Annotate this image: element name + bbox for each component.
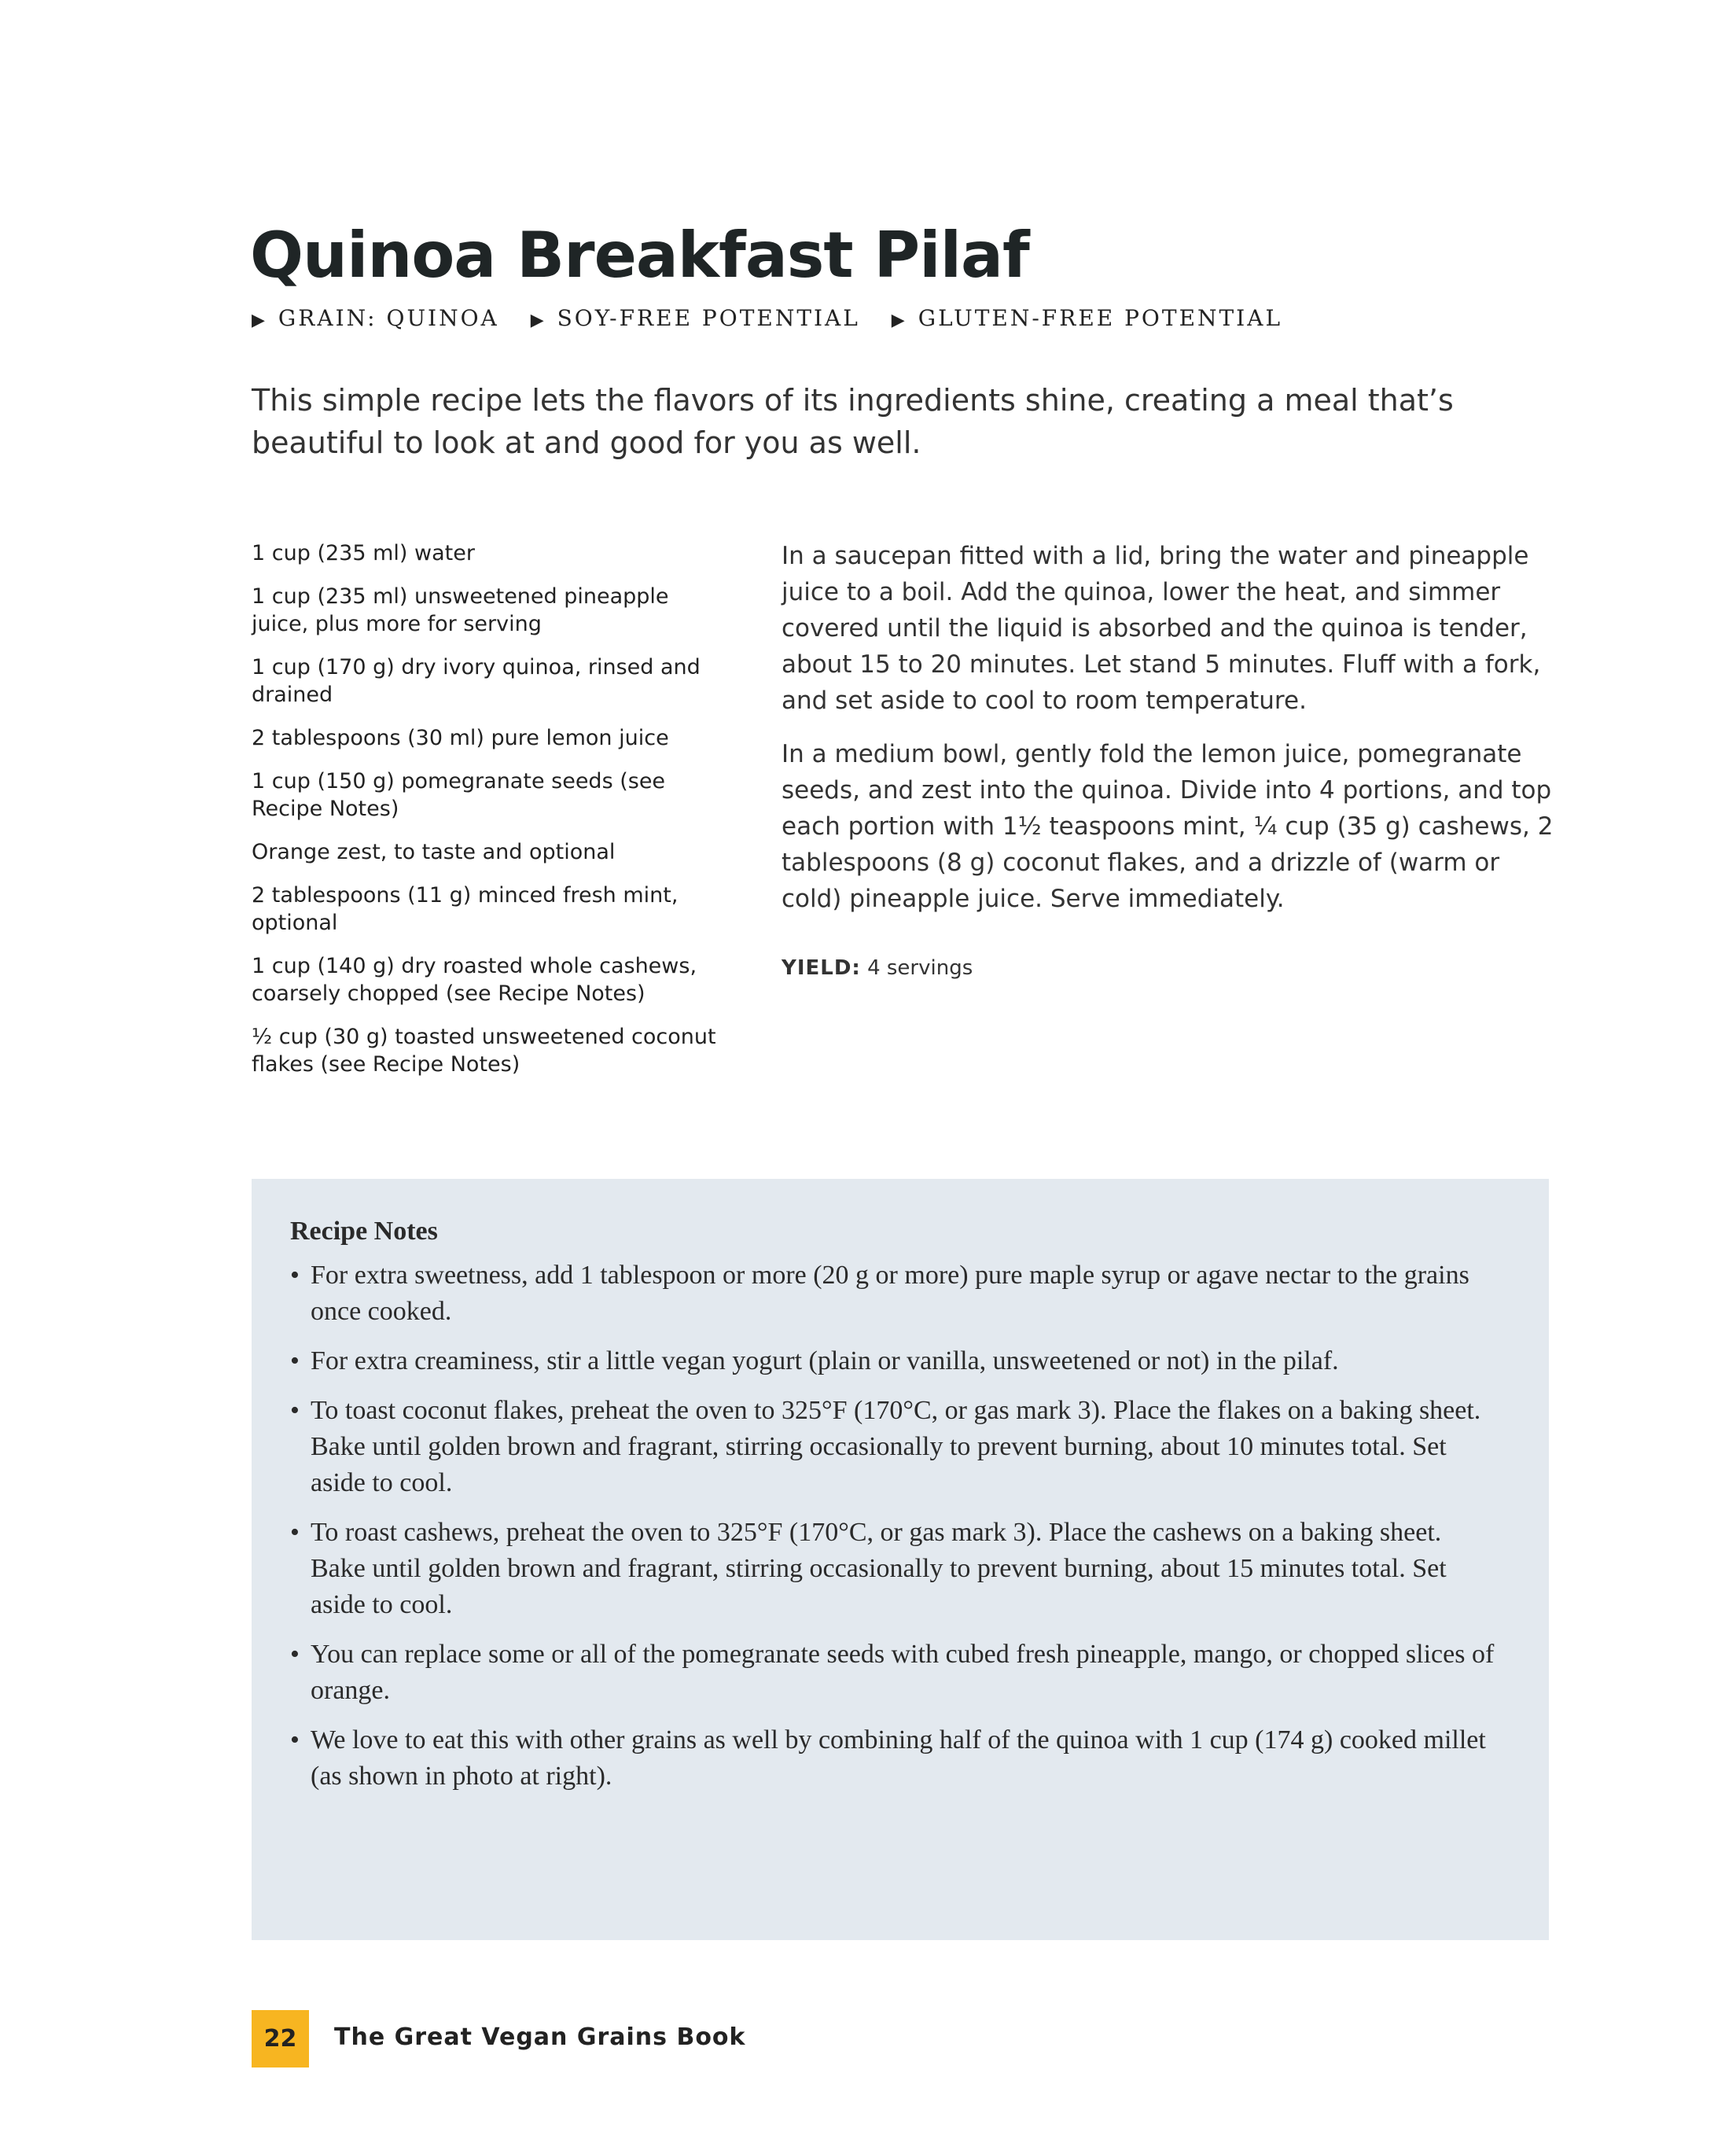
intro-text: This simple recipe lets the flavors of its ingredients shine, creating a meal that’s beautiful to look at and good for you as well. <box>252 383 1454 460</box>
tag <box>531 305 871 331</box>
note-item: • We love to eat this with other grains as well by combining half of the quinoa with 1 cup (174 g) cooked millet (as shown in photo at right). <box>290 1722 1502 1795</box>
tag-label: GRAIN: QUINOA <box>278 305 499 331</box>
note-item: • To roast cashews, preheat the oven to 325°F (170°C, or gas mark 3). Place the cashews on a baking sheet. Bake until golden brown and fragrant, stirring occasionally to prevent burning, about 15 minutes total. Set aside to cool. <box>290 1515 1502 1623</box>
triangle-icon: ▶ <box>891 311 907 330</box>
triangle-icon: ▶ <box>252 311 267 330</box>
triangle-icon: ▶ <box>530 311 546 330</box>
page-number: 22 <box>252 2010 309 2067</box>
tag <box>892 305 1293 331</box>
note-item: • You can replace some or all of the pomegranate seeds with cubed fresh pineapple, mango, or chopped slices of orange. <box>290 1637 1502 1709</box>
directions <box>782 538 1560 986</box>
tag-label: GLUTEN-FREE POTENTIAL <box>918 305 1283 331</box>
ingredients-list <box>252 539 723 1094</box>
recipe-tags <box>252 305 1304 331</box>
ingredient: Orange zest, to taste and optional <box>252 840 616 864</box>
ingredient: 2 tablespoons (30 ml) pure lemon juice <box>252 726 669 750</box>
ingredient: ½ cup (30 g) toasted unsweetened coconut flakes (see Recipe Notes) <box>252 1025 716 1077</box>
ingredient: 2 tablespoons (11 g) minced fresh mint, optional <box>252 883 679 935</box>
tag <box>252 305 510 331</box>
tag-label: SOY-FREE POTENTIAL <box>557 305 860 331</box>
notes-heading: Recipe Notes <box>290 1217 438 1246</box>
ingredient: 1 cup (150 g) pomegranate seeds (see Recipe Notes) <box>252 769 666 821</box>
ingredient: 1 cup (170 g) dry ivory quinoa, rinsed and drained <box>252 655 701 707</box>
note-item: • For extra sweetness, add 1 tablespoon or more (20 g or more) pure maple syrup or agave nectar to the grains once cooked. <box>290 1257 1502 1330</box>
direction-step: In a saucepan fitted with a lid, bring the water and pineapple juice to a boil. Add the quinoa, lower the heat, and simmer covered until the liquid is absorbed and the quinoa is tender, about 15 to 20 minutes. Let stand 5 minutes. Fluff with a fork, and set aside to cool to room temperature. <box>782 542 1541 715</box>
yield <box>782 950 1560 986</box>
ingredient: 1 cup (235 ml) water <box>252 541 475 565</box>
note-item: • To toast coconut flakes, preheat the oven to 325°F (170°C, or gas mark 3). Place the flakes on a baking sheet. Bake until golden brown and fragrant, stirring occasionally to prevent burning, about 10 minutes total. Set aside to cool. <box>290 1393 1502 1501</box>
ingredient: 1 cup (235 ml) unsweetened pineapple juice, plus more for serving <box>252 584 669 636</box>
yield-value: 4 servings <box>867 956 973 980</box>
ingredient: 1 cup (140 g) dry roasted whole cashews, coarsely chopped (see Recipe Notes) <box>252 954 697 1006</box>
note-item: • For extra creaminess, stir a little vegan yogurt (plain or vanilla, unsweetened or not) in the pilaf. <box>290 1343 1502 1379</box>
yield-label: YIELD: <box>782 956 861 980</box>
direction-step: In a medium bowl, gently fold the lemon juice, pomegranate seeds, and zest into the quinoa. Divide into 4 portions, and top each portion with 1½ teaspoons mint, ¼ cup (35 g) cashews, 2 tablespoons (8 g) coconut flakes, and a drizzle of (warm or cold) pineapple juice. Serve immediately. <box>782 740 1554 913</box>
book-title: The Great Vegan Grains Book <box>334 2023 746 2051</box>
recipe-notes-box <box>252 1179 1549 1940</box>
recipe-title: Quinoa Breakfast Pilaf <box>250 219 1029 292</box>
